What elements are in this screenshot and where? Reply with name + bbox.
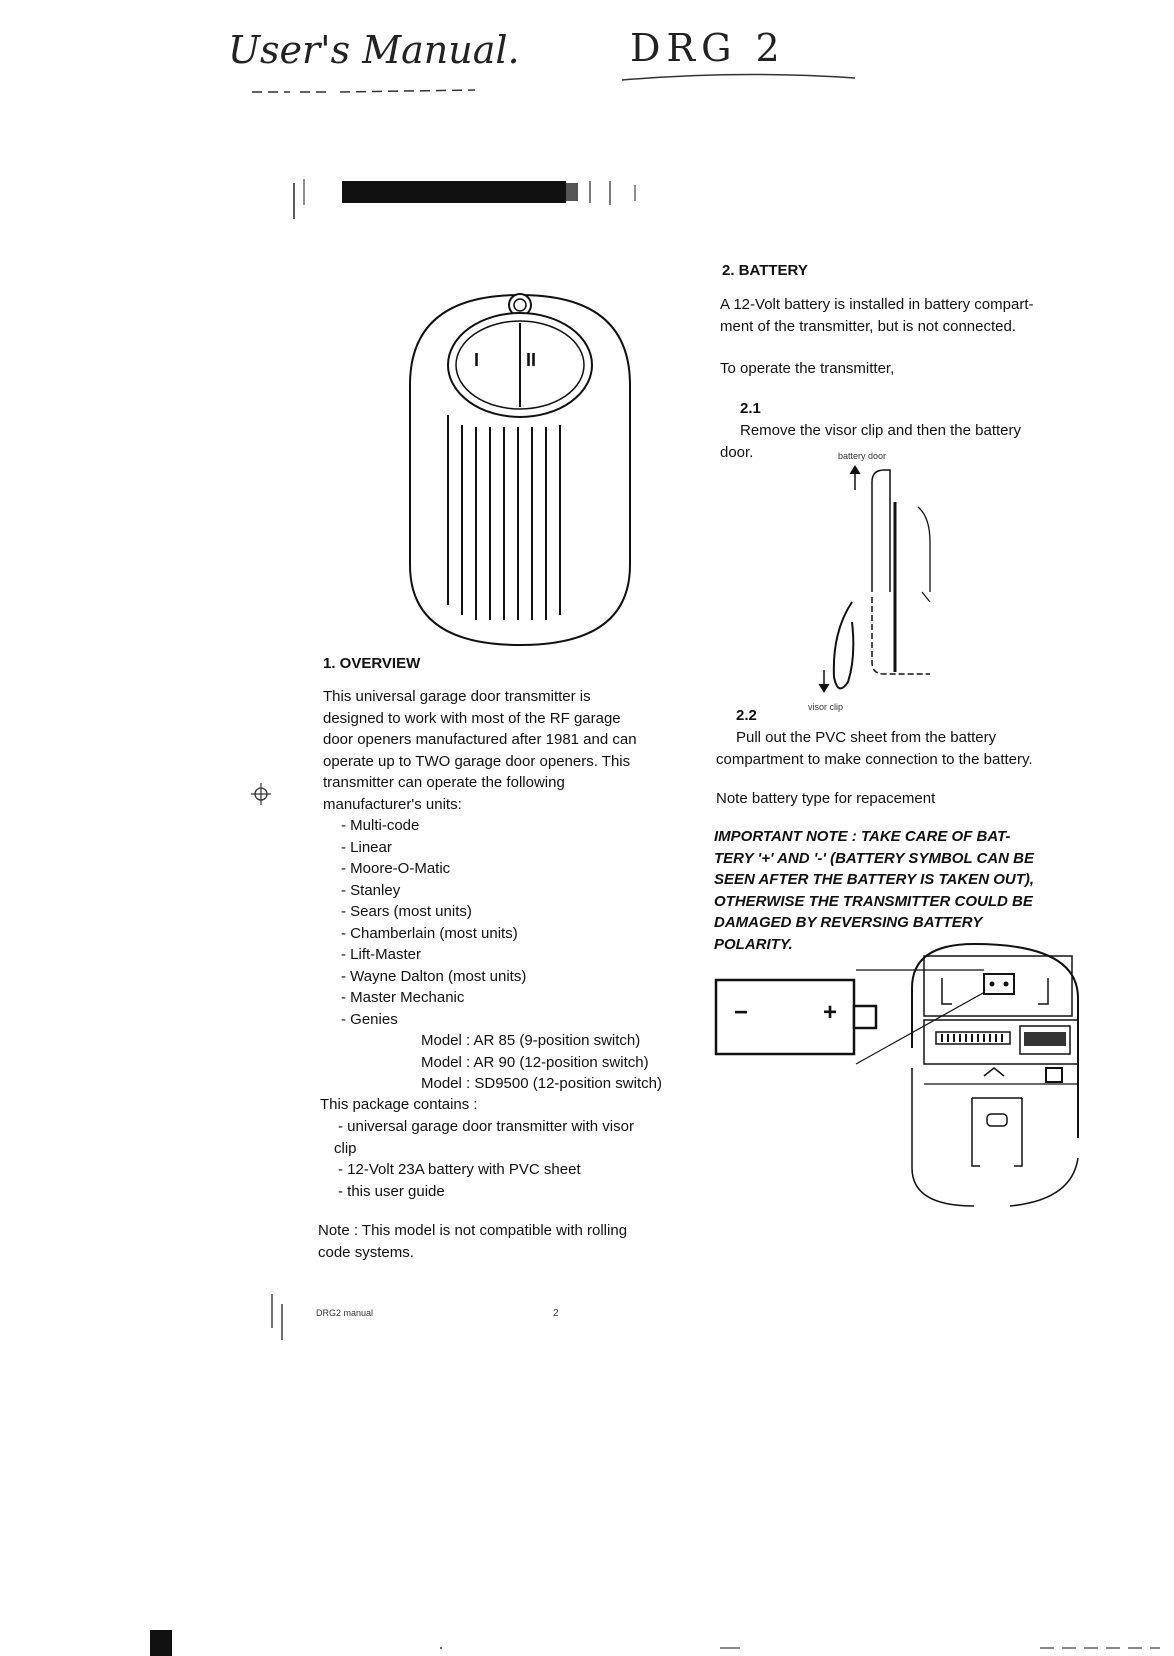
note-line: code systems. [318, 1243, 414, 1261]
remote-transmitter-illustration [400, 285, 640, 650]
handwritten-title-right: DRG 2 [630, 26, 786, 70]
list-item: - Chamberlain (most units) [341, 924, 518, 942]
overview-line: transmitter can operate the following [323, 774, 565, 791]
important-line: OTHERWISE THE TRANSMITTER COULD BE [714, 892, 1033, 910]
important-line: SEEN AFTER THE BATTERY IS TAKEN OUT), [714, 871, 1035, 888]
footer-doc-name: DRG2 manual [316, 1308, 374, 1318]
compatibility-note [318, 1220, 627, 1263]
package-heading: This package contains : [320, 1096, 478, 1113]
operate-text: To operate the transmitter, [720, 360, 895, 377]
battery-polarity-diagram [712, 938, 1086, 1210]
step-line: compartment to make connection to the battery. [716, 750, 1033, 768]
battery-intro-line: A 12-Volt battery is installed in battery compart- [720, 296, 1034, 313]
overview-line: designed to work with most of the RF garage [323, 709, 621, 727]
list-item: - Wayne Dalton (most units) [341, 967, 527, 985]
list-item: - this user guide [338, 1182, 445, 1200]
footer-margin-marks [268, 1292, 288, 1342]
important-line: POLARITY. [714, 935, 793, 953]
remote-button-label-right: II [526, 350, 537, 370]
visor-clip-label: visor clip [808, 702, 844, 712]
list-item: - Sears (most units) [341, 903, 472, 920]
registration-mark [250, 782, 272, 806]
list-item: - 12-Volt 23A battery with PVC sheet [338, 1161, 581, 1178]
battery-door-diagram [812, 462, 952, 702]
overview-line: operate up to TWO garage door openers. This [323, 752, 631, 770]
manufacturer-list [341, 815, 526, 1030]
list-item: - Genies [341, 1010, 398, 1028]
list-item: - Multi-code [341, 817, 420, 834]
step-line: door. [720, 443, 754, 461]
footer-page-number: 2 [553, 1308, 559, 1319]
list-item: Model : AR 85 (9-position switch) [421, 1032, 641, 1049]
battery-intro-line: ment of the transmitter, but is not connected. [720, 317, 1016, 335]
list-item: Model : SD9500 (12-position switch) [421, 1075, 662, 1092]
important-line: IMPORTANT NOTE : TAKE CARE OF BAT- [714, 828, 1011, 845]
step-line: Remove the visor clip and then the battery [740, 422, 1021, 439]
battery-intro [720, 294, 1033, 337]
step-line: Pull out the PVC sheet from the battery [736, 729, 997, 746]
list-item: - Lift-Master [341, 946, 422, 963]
important-line: TERY '+' AND '-' (BATTERY SYMBOL CAN BE [714, 849, 1035, 867]
step-2-2-text [716, 727, 1033, 770]
list-item: clip [334, 1139, 357, 1157]
scan-redaction-bar [290, 175, 670, 225]
list-item: - Linear [341, 838, 392, 856]
package-contents-list [334, 1116, 634, 1202]
step-2-1-number: 2.1 [740, 400, 761, 417]
remote-button-label-left: I [474, 350, 480, 370]
important-note [714, 826, 1034, 955]
overview-heading: 1. OVERVIEW [323, 655, 421, 672]
battery-plus-symbol: + [823, 999, 838, 1026]
overview-line: This universal garage door transmitter is [323, 688, 591, 705]
overview-paragraph [323, 686, 637, 815]
overview-line: door openers manufactured after 1981 and can [323, 731, 637, 748]
list-item: - universal garage door transmitter with visor [338, 1118, 634, 1135]
handwritten-title-left: User's Manual. [228, 28, 520, 72]
step-2-2-number: 2.2 [736, 707, 757, 724]
list-item: - Moore-O-Matic [341, 860, 451, 877]
list-item: Model : AR 90 (12-position switch) [421, 1053, 649, 1071]
scan-edge-artifacts [140, 1590, 1174, 1656]
list-item: - Master Mechanic [341, 989, 465, 1006]
battery-heading: 2. BATTERY [722, 262, 808, 279]
handwritten-underline-left [250, 84, 480, 96]
battery-type-note: Note battery type for repacement [716, 790, 936, 807]
genie-model-list [421, 1030, 662, 1095]
handwritten-underline-right [620, 68, 860, 84]
battery-minus-symbol: − [734, 999, 749, 1026]
overview-line: manufacturer's units: [323, 795, 462, 813]
important-line: DAMAGED BY REVERSING BATTERY [714, 914, 983, 931]
list-item: - Stanley [341, 881, 401, 899]
battery-door-label: battery door [838, 451, 887, 461]
note-line: Note : This model is not compatible with rolling [318, 1222, 628, 1239]
